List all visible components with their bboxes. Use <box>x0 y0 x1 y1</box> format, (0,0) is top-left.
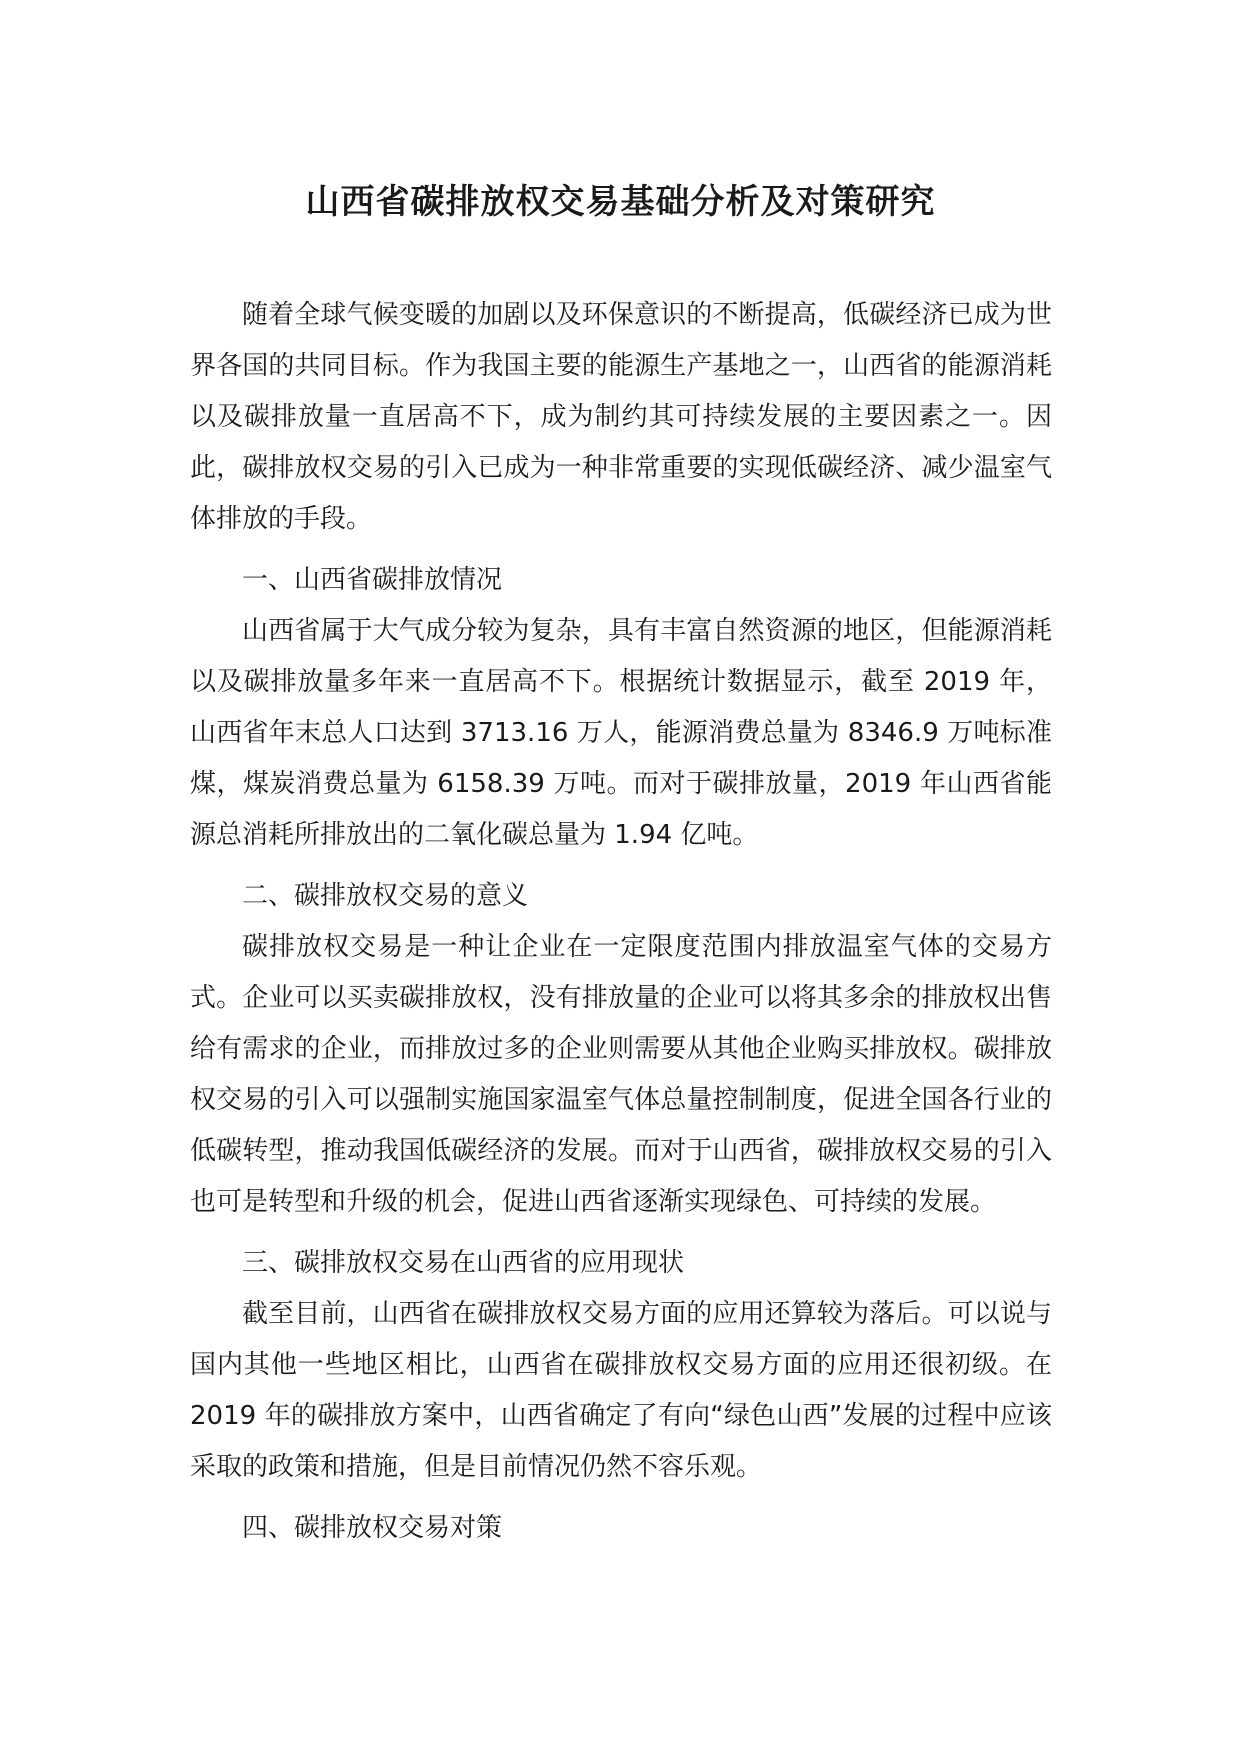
section-heading-3: 三、碳排放权交易在山西省的应用现状 <box>242 1248 685 1278</box>
section-heading-1: 一、山西省碳排放情况 <box>242 565 503 595</box>
section-paragraph-2: 碳排放权交易是一种让企业在一定限度范围内排放温室气体的交易方式。企业可以买卖碳排放权，没有排放量的企业可以将其多余的排放权出售给有需求的企业，而排放过多的企业则需要从其他企业购买排放权。碳排放权交易的引入可以强制实施国家温室气体总量控制制度，促进全国各行业的低碳转型，推动我国低碳经济的发展。而对于山西省，碳排放权交易的引入也可是转型和升级的机会，促进山西省逐渐实现绿色、可持续的发展。 <box>190 932 1052 1217</box>
intro-paragraph: 随着全球气候变暖的加剧以及环保意识的不断提高，低碳经济已成为世界各国的共同目标。作为我国主要的能源生产基地之一，山西省的能源消耗以及碳排放量一直居高不下，成为制约其可持续发展的主要因素之一。因此，碳排放权交易的引入已成为一种非常重要的实现低碳经济、减少温室气体排放的手段。 <box>190 300 1052 534</box>
section-paragraph-3: 截至目前，山西省在碳排放权交易方面的应用还算较为落后。可以说与国内其他一些地区相比，山西省在碳排放权交易方面的应用还很初级。在 2019 年的碳排放方案中，山西省确定了有向“绿色山西”发展的过程中应该采取的政策和措施，但是目前情况仍然不容乐观。 <box>190 1299 1052 1482</box>
document-title: 山西省碳排放权交易基础分析及对策研究 <box>305 182 936 222</box>
document-body <box>190 290 1052 1554</box>
section-heading-4: 四、碳排放权交易对策 <box>242 1513 503 1543</box>
section-paragraph-1: 山西省属于大气成分较为复杂，具有丰富自然资源的地区，但能源消耗以及碳排放量多年来一直居高不下。根据统计数据显示，截至 2019 年，山西省年末总人口达到 3713.16 万人，能源消费总量为 8346.9 万吨标准煤，煤炭消费总量为 6158.39 万吨。而对于碳排放量，2019 年山西省能源总消耗所排放出的二氧化碳总量为 1.94 亿吨。 <box>190 616 1052 850</box>
section-heading-2: 二、碳排放权交易的意义 <box>242 881 529 911</box>
